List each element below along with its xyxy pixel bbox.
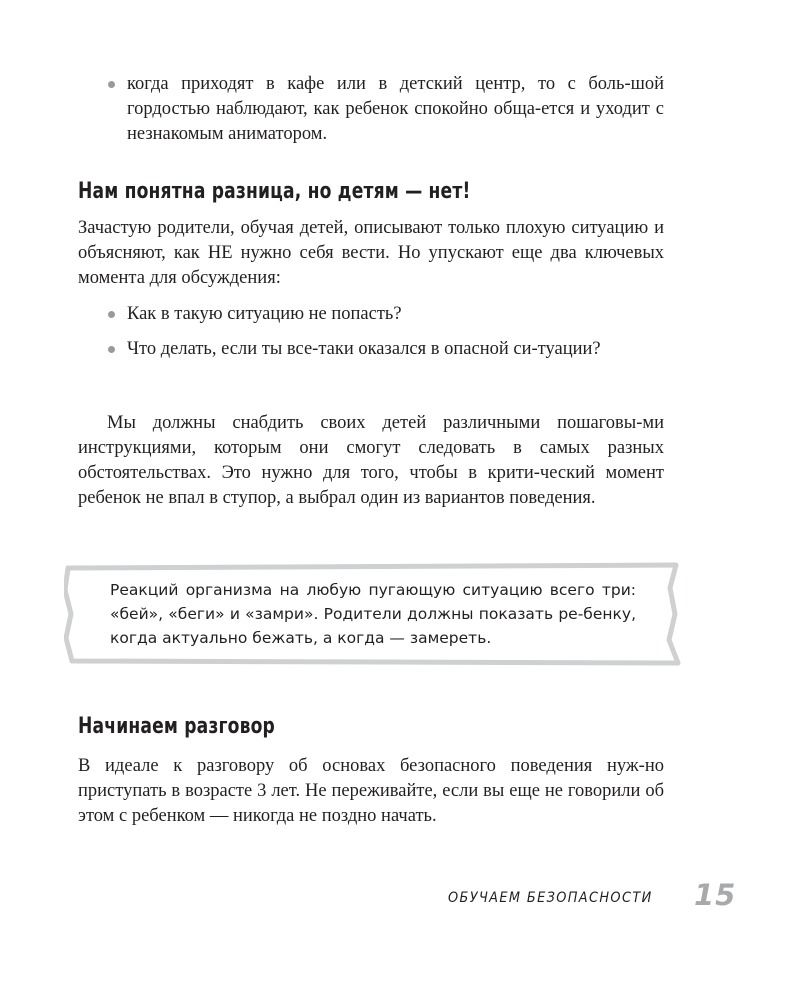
bullet-text: Как в такую ситуацию не попасть?	[127, 304, 402, 324]
intro-bullet-text: когда приходят в кафе или в детский центр, то с боль-шой гордостью наблюдают, как ребенок спокойно обща-ется и уходит с незнакомым аниматором.	[127, 74, 664, 144]
bullet-dot-icon	[108, 81, 115, 88]
section1-paragraph: Зачастую родители, обучая детей, описывают только плохую ситуацию и объясняют, как НЕ нужно себя вести. Но упускают еще два ключевых момента для обсуждения:	[78, 218, 664, 288]
section-heading-start-talk: Начинаем разговор	[78, 714, 275, 739]
section1-bullet-2	[108, 337, 664, 362]
note-text: Реакций организма на любую пугающую ситуацию всего три: «бей», «беги» и «замри». Родители должны показать ре-бенку, когда актуально бежать, а когда — замереть.	[110, 581, 636, 647]
page-number: 15	[694, 878, 737, 912]
section2-paragraph: В идеале к разговору об основах безопасного поведения нуж-но приступать в возрасте 3 лет. Не переживайте, если вы еще не говорили об этом с ребенком — никогда не поздно начать.	[78, 756, 664, 826]
section-heading-difference: Нам понятна разница, но детям — нет!	[78, 179, 471, 204]
bullet-text: Что делать, если ты все-таки оказался в опасной си-туации?	[127, 339, 601, 359]
bullet-dot-icon	[108, 311, 115, 318]
intro-bullet	[108, 72, 664, 147]
section1-paragraph-2: Мы должны снабдить своих детей различными пошаговы-ми инструкциями, которым они смогут следовать в самых разных обстоятельствах. Это нужно для того, чтобы в крити-ческий момент ребенок не впал в ступор, а выбрал один из вариантов поведения.	[78, 413, 664, 508]
bullet-dot-icon	[108, 346, 115, 353]
running-footer-title: ОБУЧАЕМ БЕЗОПАСНОСТИ	[448, 890, 653, 906]
section1-bullet-1	[108, 302, 664, 327]
